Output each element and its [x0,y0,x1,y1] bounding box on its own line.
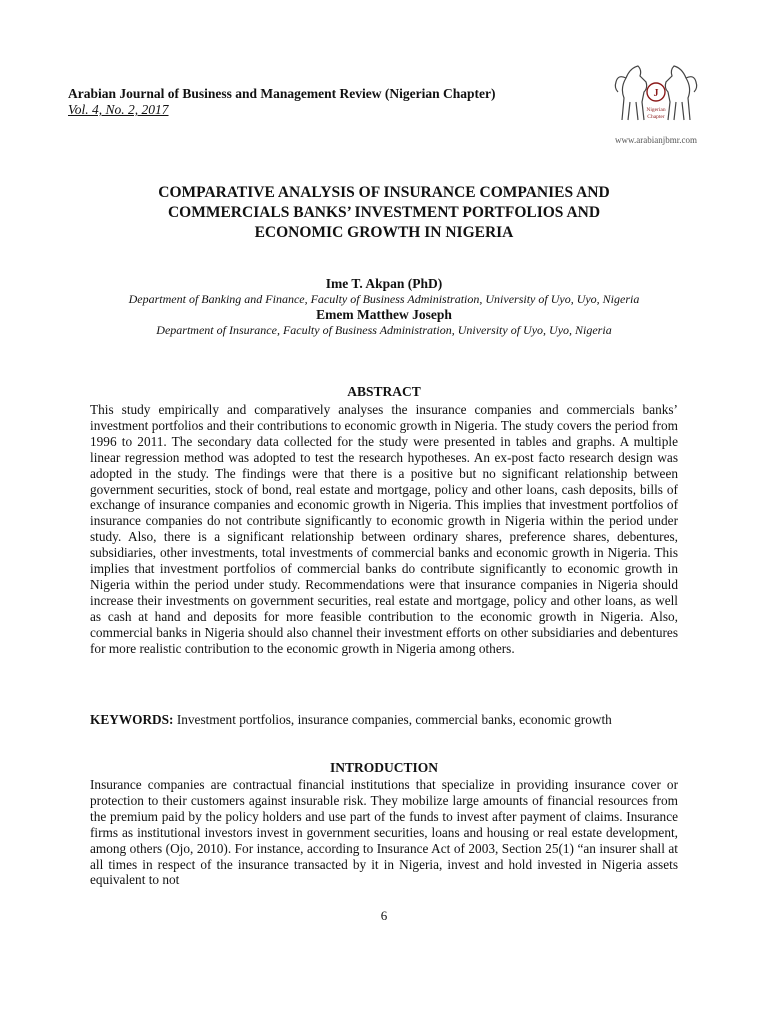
title-line: COMPARATIVE ANALYSIS OF INSURANCE COMPANIES AND [158,184,610,201]
page-number: 6 [380,908,388,923]
author-block [90,275,678,337]
keywords-text: Investment portfolios, insurance companies, commercial banks, economic growth [176,712,612,727]
keywords [90,712,678,728]
author-affiliation: Department of Banking and Finance, Faculty of Business Administration, University of Uyo, Uyo, Nigeria [128,292,640,306]
svg-text:J: J [653,88,659,99]
introduction-heading: INTRODUCTION [329,760,438,775]
title-line: ECONOMIC GROWTH IN NIGERIA [254,224,514,241]
journal-name: Arabian Journal of Business and Management Review (Nigerian Chapter) [68,86,496,101]
keywords-label: KEYWORDS: [90,712,177,727]
journal-url: www.arabianjbmr.com [615,135,697,145]
journal-volume: Vol. 4, No. 2, 2017 [68,102,169,117]
journal-logo [608,58,704,130]
author-name: Emem Matthew Joseph [316,307,452,322]
title-line: COMMERCIALS BANKS’ INVESTMENT PORTFOLIOS AND [167,204,601,221]
logo-text: Nigerian [646,107,666,113]
journal-header [68,86,588,118]
svg-text:Chapter: Chapter [647,114,665,120]
abstract-heading: ABSTRACT [347,384,421,399]
introduction-text: Insurance companies are contractual financial institutions that specialize in providing insurance cover or protection to their customers against insurable risk. They mobilize large amounts of financial resources from the premium paid by the policy holders and use part of the funds to invest after payment of claims. Insurance firms as institutional investors invest in government securities, loans and housing or real estate development, among others (Ojo, 2010). For instance, according to Insurance Act of 2003, Section 25(1) “an insurer shall at all times in respect of the insurance transacted by it in Nigeria, invest and hold invested in Nigeria assets equivalent to not [90,777,678,888]
author-name: Ime T. Akpan (PhD) [325,276,443,291]
author-affiliation: Department of Insurance, Faculty of Business Administration, University of Uyo, Uyo, Nigeria [156,323,612,337]
abstract-text: This study empirically and comparatively analyses the insurance companies and commercials banks’ investment portfolios and their contributions to economic growth in Nigeria. The study covers the period from 1996 to 2011. The secondary data collected for the study were presented in tables and graphs. A multiple linear regression method was adopted to test the research hypotheses. An ex-post facto research design was adopted in the study. The findings were that there is a positive but no significant relationship between government securities, stock of bond, real estate and mortgage, policy and other loans, cash deposits, bills of exchange of insurance companies and economic growth in Nigeria. This implies that investment portfolios of insurance companies do not contribute significantly to economic growth in Nigeria within the period under study. Also, there is a significant relationship between ordinary shares, preference shares, debentures, subsidiaries, other investments, total investments of commercial banks and economic growth in Nigeria. This implies that investment portfolios of commercial banks do contribute significantly to economic growth in Nigeria within the period under study. Recommendations were that insurance companies in Nigeria should increase their investments on government securities, real estate and mortgage, policy and other loans, as well as cash at hand and deposits for more feasible contribution to the economic growth in Nigeria. Also, commercial banks in Nigeria should also channel their investment efforts on other subsidiaries and debentures for more realistic contribution to the economic growth in Nigeria among others. [90,402,678,656]
paper-title [100,183,668,243]
horses-logo-icon [608,58,704,130]
